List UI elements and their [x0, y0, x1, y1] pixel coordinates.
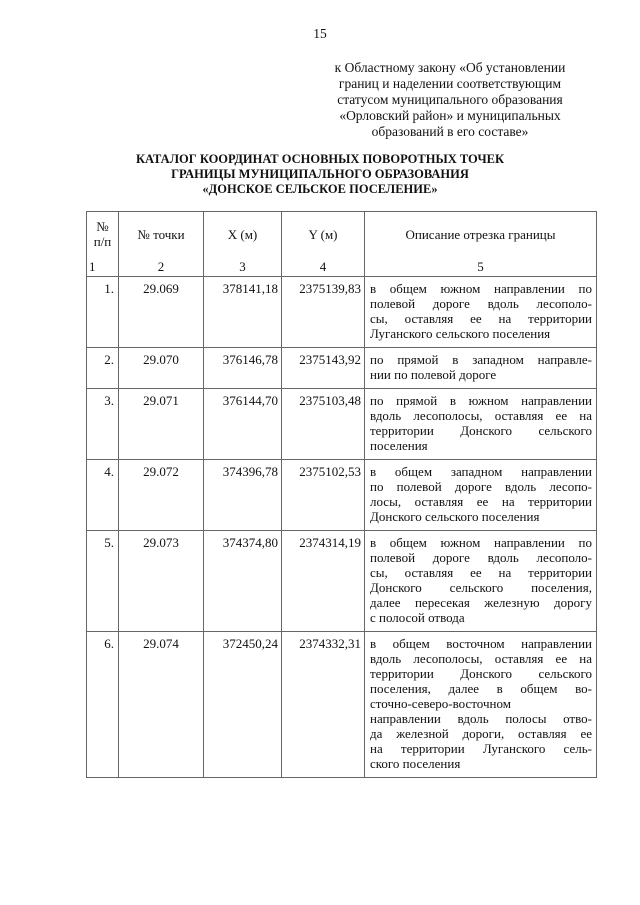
table-row	[87, 348, 597, 389]
row-description	[365, 389, 597, 460]
annex-line: «Орловский район» и муниципальных	[339, 108, 561, 123]
description-line: в общем восточном направлении	[370, 636, 592, 651]
description-line: лосы, оставляя ее на территории	[370, 494, 592, 509]
title-line: КАТАЛОГ КООРДИНАТ ОСНОВНЫХ ПОВОРОТНЫХ ТОЧЕК	[135, 152, 505, 166]
table-header-row	[87, 212, 597, 257]
description-line: в общем южном направлении по	[370, 281, 592, 296]
row-num: 3.	[87, 389, 119, 460]
row-num: 2.	[87, 348, 119, 389]
header-num	[87, 212, 119, 257]
title-line: ГРАНИЦЫ МУНИЦИПАЛЬНОГО ОБРАЗОВАНИЯ	[171, 167, 469, 181]
annex-line: образований в его составе»	[371, 124, 529, 139]
description-line: направлении вдоль полосы отво-	[370, 711, 592, 726]
table-row	[87, 277, 597, 348]
description-line: сы, оставляя ее на территории	[370, 311, 592, 326]
annex-line: границ и наделении соответствующим	[338, 76, 562, 91]
description-line: на территории Луганского сель-	[370, 741, 592, 756]
description-line: вдоль лесополосы, оставляя ее на	[370, 651, 592, 666]
description-line: полевой дороге вдоль лесополо-	[370, 550, 592, 565]
table-row	[87, 632, 597, 778]
description-line: территории Донского сельского	[370, 423, 592, 438]
column-numbers-row	[87, 256, 597, 277]
page-number: 15	[313, 26, 327, 41]
row-y: 2375139,83	[282, 277, 365, 348]
row-point: 29.074	[119, 632, 204, 778]
description-line: ского поселения	[370, 756, 461, 771]
description-line: Луганского сельского поселения	[370, 326, 551, 341]
row-x: 378141,18	[204, 277, 282, 348]
description-line: по полевой дороге вдоль лесопо-	[370, 479, 592, 494]
description-line: в общем южном направлении по	[370, 535, 592, 550]
description-line: по прямой в западном направле-	[370, 352, 592, 367]
header-x: X (м)	[204, 212, 282, 257]
header-num-line2: п/п	[93, 234, 112, 249]
description-line: поселения, далее в общем во-	[370, 681, 592, 696]
row-x: 372450,24	[204, 632, 282, 778]
description-line: в общем западном направлении	[370, 464, 592, 479]
column-number: 5	[365, 256, 597, 277]
row-num: 1.	[87, 277, 119, 348]
table-row	[87, 531, 597, 632]
description-line: по прямой в южном направлении	[370, 393, 592, 408]
row-x: 374396,78	[204, 460, 282, 531]
header-point: № точки	[119, 212, 204, 257]
annex-line: к Областному закону «Об установлении	[334, 60, 566, 75]
description-line: далее пересекая железную дорогу	[370, 595, 592, 610]
description-line: сы, оставляя ее на территории	[370, 565, 592, 580]
row-point: 29.071	[119, 389, 204, 460]
row-y: 2374314,19	[282, 531, 365, 632]
description-line: сточно-северо-восточном	[370, 696, 511, 711]
row-y: 2374332,31	[282, 632, 365, 778]
header-y: Y (м)	[282, 212, 365, 257]
row-description	[365, 277, 597, 348]
description-line: вдоль лесополосы, оставляя ее на	[370, 408, 592, 423]
description-line: поселения	[370, 438, 428, 453]
annex-line: статусом муниципального образования	[337, 92, 563, 107]
column-number: 2	[119, 256, 204, 277]
row-point: 29.072	[119, 460, 204, 531]
title-line: «ДОНСКОЕ СЕЛЬСКОЕ ПОСЕЛЕНИЕ»	[202, 182, 438, 196]
row-description	[365, 632, 597, 778]
header-description: Описание отрезка границы	[365, 212, 597, 257]
description-line: нии по полевой дороге	[370, 367, 497, 382]
column-number: 4	[282, 256, 365, 277]
row-point: 29.073	[119, 531, 204, 632]
row-y: 2375102,53	[282, 460, 365, 531]
row-y: 2375103,48	[282, 389, 365, 460]
table-body	[87, 277, 597, 778]
row-description	[365, 348, 597, 389]
coordinates-table	[86, 211, 597, 778]
description-line: Донского сельского поселения,	[370, 580, 592, 595]
table-row	[87, 389, 597, 460]
row-x: 376146,78	[204, 348, 282, 389]
description-line: полевой дороге вдоль лесополо-	[370, 296, 592, 311]
row-x: 376144,70	[204, 389, 282, 460]
row-num: 4.	[87, 460, 119, 531]
row-num: 5.	[87, 531, 119, 632]
row-x: 374374,80	[204, 531, 282, 632]
column-number: 3	[204, 256, 282, 277]
description-line: с полосой отвода	[370, 610, 465, 625]
header-num-line1: №	[96, 219, 109, 234]
document-title	[0, 152, 640, 197]
description-line: да железной дороги, оставляя ее	[370, 726, 592, 741]
table-row	[87, 460, 597, 531]
column-number: 1	[87, 256, 119, 277]
row-point: 29.069	[119, 277, 204, 348]
row-description	[365, 531, 597, 632]
row-y: 2375143,92	[282, 348, 365, 389]
annex-reference	[300, 60, 600, 140]
row-point: 29.070	[119, 348, 204, 389]
row-description	[365, 460, 597, 531]
row-num: 6.	[87, 632, 119, 778]
description-line: территории Донского сельского	[370, 666, 592, 681]
description-line: Донского сельского поселения	[370, 509, 540, 524]
